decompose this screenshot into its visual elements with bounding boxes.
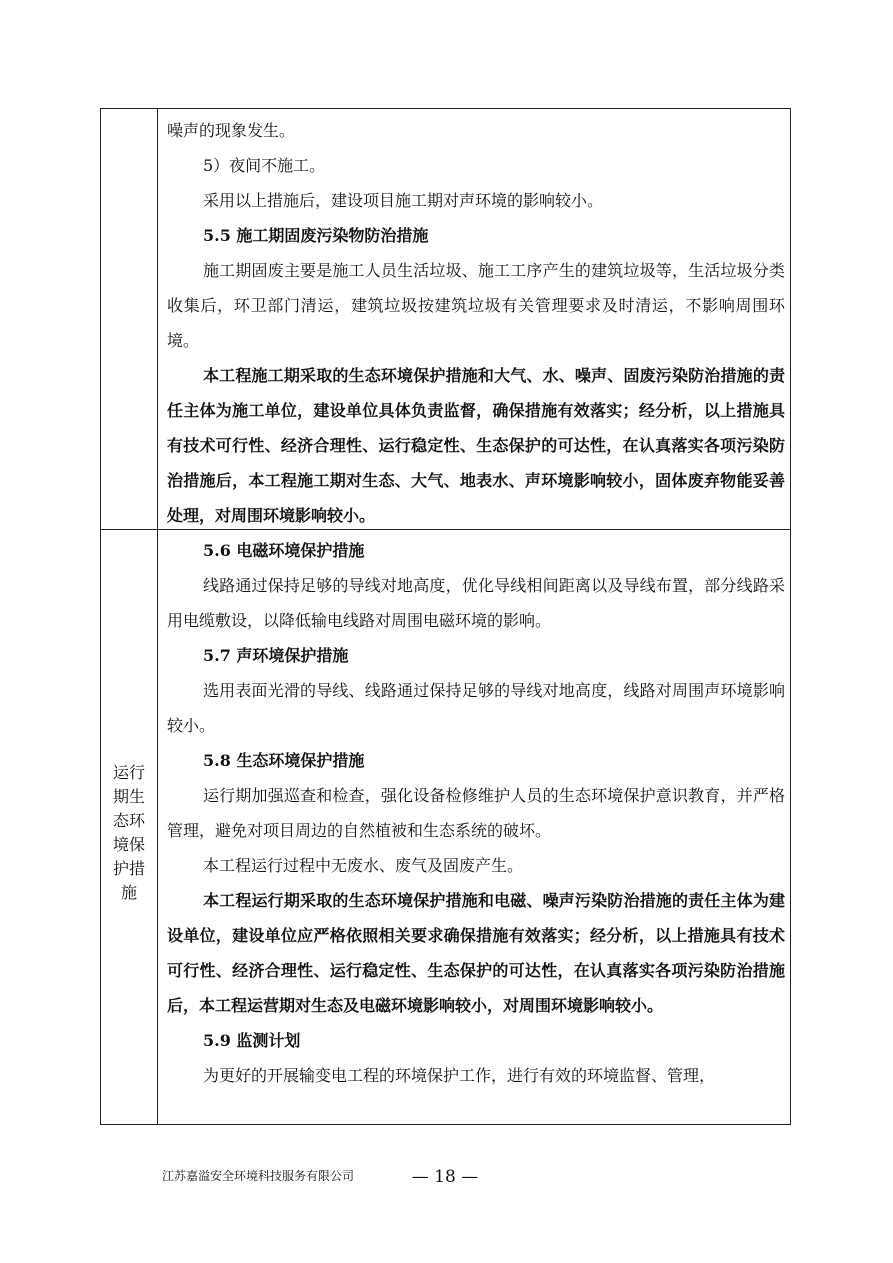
row-label-line: 期生 xyxy=(112,787,145,806)
row-label-line: 境保 xyxy=(112,835,145,854)
paragraph: 本工程运行过程中无废水、废气及固废产生。 xyxy=(203,856,524,875)
paragraph: 为更好的开展输变电工程的环境保护工作，进行有效的环境监督、管理， xyxy=(203,1066,716,1085)
paragraph: 选用表面光滑的导线、线路通过保持足够的导线对地高度，线路对周围声环境影响较小。 xyxy=(167,681,785,735)
paragraph: 运行期加强巡查和检查，强化设备检修维护人员的生态环境保护意识教育，并严格管理，避免对项目周边的自然植被和生态系统的破坏。 xyxy=(167,786,785,840)
row-label-line: 施 xyxy=(120,883,137,902)
paragraph: 5）夜间不施工。 xyxy=(203,156,326,175)
column-divider xyxy=(157,109,158,1124)
paragraph: 本工程施工期采取的生态环境保护措施和大气、水、噪声、固废污染防治措施的责任主体为施工单位，建设单位具体负责监督，确保措施有效落实；经分析，以上措施具有技术可行性、经济合理性、运行稳定性、生态保护的可达性，在认真落实各项污染防治措施后，本工程施工期对生态、大气、地表水、声环境影响较小，固体废弃物能妥善处理，对周围环境影响较小。 xyxy=(167,366,785,525)
paragraph: 施工期固废主要是施工人员生活垃圾、施工工序产生的建筑垃圾等，生活垃圾分类收集后，环卫部门清运，建筑垃圾按建筑垃圾有关管理要求及时清运，不影响周围环境。 xyxy=(167,261,785,350)
section-heading: 5.8 生态环境保护措施 xyxy=(203,751,365,770)
measures-table xyxy=(100,108,791,1125)
section-heading: 5.5 施工期固废污染物防治措施 xyxy=(203,226,429,245)
operation-period-content xyxy=(167,533,785,1093)
footer-company: 江苏嘉溢安全环境科技服务有限公司 xyxy=(162,1169,355,1183)
section-heading: 5.7 声环境保护措施 xyxy=(203,646,349,665)
paragraph: 采用以上措施后，建设项目施工期对声环境的影响较小。 xyxy=(203,191,604,210)
section-heading: 5.9 监测计划 xyxy=(203,1031,301,1050)
row-label-line: 态环 xyxy=(112,811,145,830)
paragraph: 噪声的现象发生。 xyxy=(167,121,296,140)
row-label-line: 运行 xyxy=(112,763,145,782)
construction-period-content xyxy=(167,113,785,533)
paragraph: 本工程运行期采取的生态环境保护措施和电磁、噪声污染防治措施的责任主体为建设单位，建设单位应严格依照相关要求确保措施有效落实；经分析，以上措施具有技术可行性、经济合理性、运行稳定性、生态保护的可达性，在认真落实各项污染防治措施后，本工程运营期对生态及电磁环境影响较小，对周围环境影响较小。 xyxy=(167,891,785,1015)
section-heading: 5.6 电磁环境保护措施 xyxy=(203,541,365,560)
paragraph: 线路通过保持足够的导线对地高度，优化导线相间距离以及导线布置，部分线路采用电缆敷设，以降低输电线路对周围电磁环境的影响。 xyxy=(167,576,785,630)
row-label-operation-period xyxy=(101,761,157,905)
page-number: — 18 — xyxy=(411,1167,479,1187)
row-label-line: 护措 xyxy=(112,859,145,878)
